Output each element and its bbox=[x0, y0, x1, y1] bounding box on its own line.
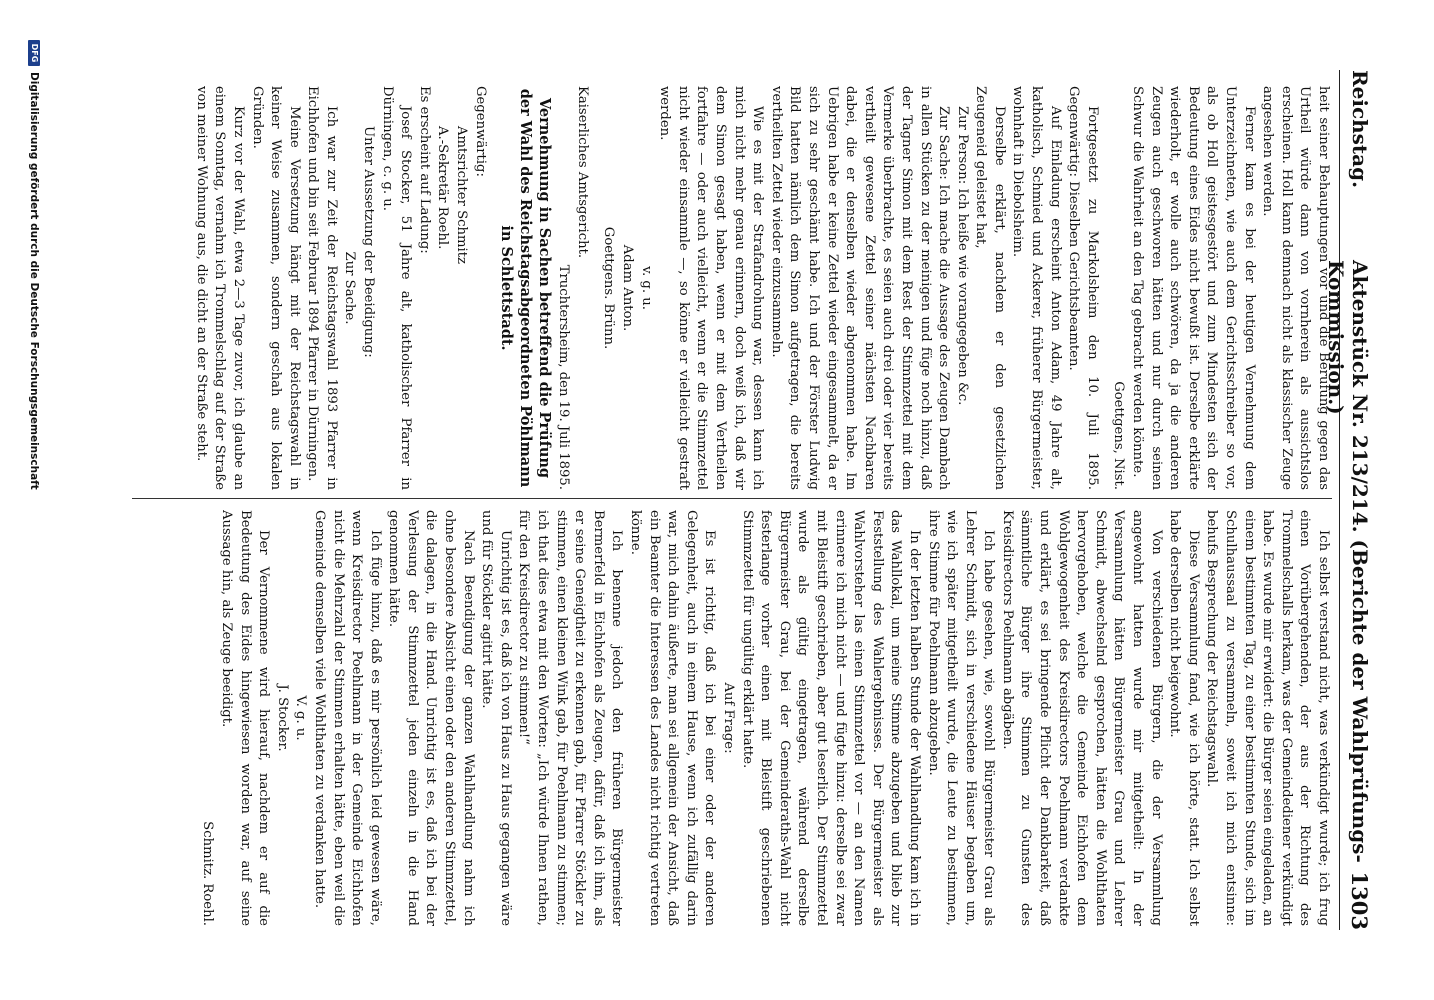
paragraph: Der Vernommene wird hierauf, nachdem er auf die Bedeutung des Eides hingewiesen worden war, auf seine Aussage hin, als Zeuge beeidigt. bbox=[218, 510, 272, 926]
paragraph: Ich füge hinzu, daß es mir persönlich leid gewesen wäre, wenn Kreisdirector Poehlmann in der Gemeinde Eichhofen nicht die Mehrzahl der Stimmen erhalten hätte, eben weil die Gemeinde demselben viele Wohlthaten zu verdanken hatte. bbox=[311, 510, 383, 926]
subheading: Zur Sache. bbox=[342, 251, 358, 325]
paragraph: Wie es mit der Strafandrohung war, dessen kann ich mich nicht mehr genau erinnern, doch weiß ich, daß wir dem Simon gesagt haben, wenn er mit dem Vertheilen fortfahre — oder auch vielleicht, wenn er die Stimmzettel nicht wieder einsammle —, so könne er vielleicht gestraft werden. bbox=[657, 86, 766, 490]
signature: Adam Anton. bbox=[620, 244, 636, 332]
signature: J. Stocker. bbox=[274, 684, 290, 752]
paragraph: Auf Einladung erscheint Anton Adam, 49 Jahre alt, katholisch, Schmied und Ackerer, früherer Bürgermeister, wohnhaft in Diebolsheim. bbox=[1010, 86, 1063, 490]
paragraph: Es ist richtig, daß ich bei einer oder der anderen Gelegenheit, auch in einem Hause, wenn ich zufällig darin war, mich dahin äußerte, man sei allgemein der Ansicht, daß ein Beamter die Interessen des Landes nicht richtig vertreten könne. bbox=[628, 510, 718, 926]
signature: Schmitz. Roehl. bbox=[200, 821, 216, 926]
paragraph: Kurz vor der Wahl, etwa 2—3 Tage zuvor, ich glaube an einem Sonntag, vernahm ich Trommelschlag auf der Straße von meiner Wohnung aus, die dicht an der Straße steht. bbox=[193, 86, 246, 490]
paragraph: Ich benenne jedoch den früheren Bürgermeister Bermerfeld in Eichhofen als Zeugen, dafür, daß ich ihm, als er seine Geneigtheit zu erkennen gab, für Pfarrer Stöckler zu stimmen, einen kleinen Wink gab, für Poehlmann zu stimmen; ich that dies etwa mit den Worten: „Ich würde Ihnen rathen, für den Kreisdirector zu stimmen!“ bbox=[516, 510, 625, 926]
subheading: Auf Frage: bbox=[721, 682, 736, 754]
paragraph: heit seiner Behauptungen vor und die Berufung gegen das Urtheil würde dann von vornherein als aussichtslos erscheinen. Holl kann demnach nicht als klassischer Zeuge angesehen werden. bbox=[1260, 86, 1331, 490]
present-item: A.-Sekretär Roehl. bbox=[435, 126, 451, 250]
column-divider bbox=[132, 498, 1332, 499]
paragraph: Ich war zur Zeit der Reichstagswahl 1893 Pfarrer in Eichhofen und bin seit Februar 1894 Pfarrer in Dürningen. bbox=[305, 86, 339, 490]
attestation: V. g. u. bbox=[293, 695, 309, 741]
page-header bbox=[1324, 70, 1376, 930]
paragraph: Ich habe gesehen, wie, sowohl Bürgermeister Grau als Lehrer Schmidt, sich in verschiedene Häuser begaben um, wie ich später mitgetheilt wurde, die Leute zu bestimmen, ihre Stimme für Poehlmann abzugeben. bbox=[925, 510, 997, 926]
attestation: v. g. u. bbox=[638, 266, 654, 310]
paragraph: Ferner kam es bei der heutigen Vernehmung dem Unterzeichneten, wie auch dem Gerichtsschreiber so vor, als ob Holl geistesgestört und zum Mindesten sich der Bedeutung eines Eides nicht bewußt ist. Derselbe erklärte wiederholt, er wolle auch schwören, da ja die anderen Zeugen auch geschworen hätten und nur durch seinen Schwur die Wahrheit an den Tag gebracht werden könnte. bbox=[1130, 86, 1257, 490]
section-title: Vernehmung in Sachen betreffend die Prüfung der Wahl des Reichstagsabgeordneten Pöhlmann in Schlettstadt. bbox=[497, 88, 553, 488]
left-column bbox=[132, 86, 1332, 490]
paragraph: Von verschiedenen Bürgern, die der Versammlung angewohnt hatten wurde mir mitgetheilt: In der Versammlung hätten Bürgermeister Grau und Lehrer Schmidt, abwechselnd gesprochen, hätten die Wohlthaten hervorgehoben, welche die Gemeinde Eichhofen dem Wohlgewogenheit des Kreisdirectors Poehlmann verdankte und erklärt, es sei bringende Pflicht der Dankbarkeit, daß sämmtliche Bürger ihre Stimmen zu Gunsten des Kreisdirectors Poehlmann abgäben. bbox=[999, 510, 1164, 926]
paragraph: Zur Person: Ich heiße wie vorangegeben &c. bbox=[954, 106, 970, 406]
header-left: Reichstag. bbox=[1348, 70, 1372, 189]
present-item: Amtsrichter Schmitz bbox=[454, 126, 470, 264]
present-label: Gegenwärtig: bbox=[472, 86, 488, 177]
page-number: 1303 bbox=[1347, 871, 1372, 930]
signature: Goettgens, Nist. bbox=[1111, 381, 1127, 490]
paragraph: Unrichtig ist es, daß ich von Haus zu Haus gegangen wäre und für Stöckler agitirt hätte. bbox=[479, 510, 513, 926]
paragraph: Meine Versetzung hängt mit der Reichstagswahl in keiner Weise zusammen, sondern geschah aus lokalen Gründen. bbox=[249, 86, 302, 490]
digitization-credit bbox=[24, 40, 44, 980]
paragraph: In der letzten halben Stunde der Wahlhandlung kam ich in das Wahllokal, um meine Stimme abzugeben und blieb zur Feststellung des Wahlergebnisses. Der Bürgermeister als Wahlvorsteher las einen Stimmzettel vor — an den Namen erinnere ich mich nicht — und fügte hinzu: derselbe sei zwar mit Bleistift geschrieben, aber gut leserlich. Der Stimmzettel wurde als gültig eingetragen, während derselbe Bürgermeister Grau, bei der Gemeinderaths-Wahl nicht festerlange vorher einen mit Bleistift geschriebenen Stimmzettel für ungültig erklärt hatte. bbox=[739, 510, 922, 926]
credit-text: Digitalisierung gefördert durch die Deutsche Forschungsgemeinschaft bbox=[28, 72, 40, 490]
place-date: Truchtersheim, den 19. Juli 1895. bbox=[556, 264, 572, 490]
paragraph: Fortgesetzt zu Markolsheim den 10. Juli 1895. Gegenwärtig: Dieselben Gerichtsbeamten. bbox=[1066, 86, 1100, 490]
paragraph: Nach Beendigung der ganzen Wahlhandlung nahm ich ohne besondere Absicht einen oder den anderen Stimmzettel, die dalagen, in die Hand. Unrichtig ist es, daß ich bei der Verlesung der Stimmzettel jeden einzeln in die Hand genommen hätte. bbox=[386, 510, 476, 926]
paragraph: Derselbe erklärt, nachdem er den gesetzlichen Zeugeneid geleistet hat, bbox=[973, 86, 1007, 490]
signature: Goettgens. Brünn. bbox=[601, 226, 617, 350]
header-title: Aktenstück Nr. 213/214. (Berichte der Wahlprüfungs-Kommission.) bbox=[1324, 260, 1372, 863]
court-name: Kaiserliches Amtsgericht. bbox=[574, 86, 590, 259]
paragraph: Unter Aussetzung der Beeidigung: bbox=[361, 126, 377, 358]
right-column bbox=[132, 510, 1332, 926]
paragraph: Es erscheint auf Ladung: bbox=[416, 86, 432, 254]
paragraph: Ich selbst verstand nicht, was verkündigt wurde; ich frug einen Vorübergehenden, der aus der Richtung des Trommelschalls herkam, was der Gemeindediener verkündigt habe. Es wurde mir erwidert: die Bürger seien eingeladen, an einem bestimmten Tag, zu einer bestimmten Stunde, sich im Schulhaussaal zu versammeln, soweit ich mich entsinne: behufs Besprechung der Reichstagswahl. bbox=[1204, 510, 1331, 926]
dfg-logo-icon: DFG bbox=[28, 40, 40, 66]
paragraph: Zur Sache: Ich mache die Aussage des Zeugen Dambach in allen Stücken zu der meinigen und füge noch hinzu, daß der Tagner Simon mit dem Rest der Stimmzettel mit dem Vermerke überbrachte, es seien auch drei oder vier bereits vertheilt gewesene Zettel seiner nächsten Nachbaren dabei, die er denselben wieder abgenommen habe. Im Uebrigen habe er keine Zettel wieder eingesammelt, da er sich zu sehr geschämt habe. Ich und der Förster Ludwig Bild hatten nämlich dem Simon aufgetragen, die bereits vertheilten Zettel wieder einzusammeln. bbox=[768, 86, 952, 490]
paragraph: Josef Stocker, 51 Jahre alt, katholischer Pfarrer in Dürningen, c. g. u. bbox=[379, 86, 414, 490]
paragraph: Diese Versammlung fand, wie ich hörte, statt. Ich selbst habe derselben nicht beigewohnt. bbox=[1167, 510, 1201, 926]
